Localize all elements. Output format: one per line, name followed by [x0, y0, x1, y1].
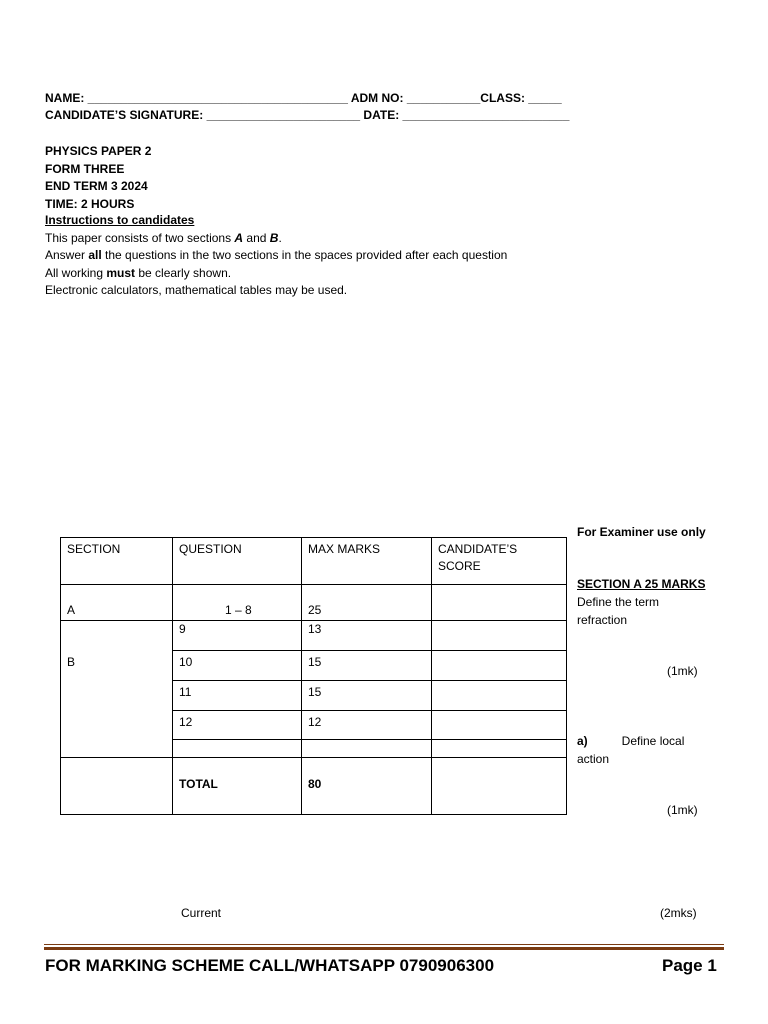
- footer-rule-thin: [44, 944, 724, 945]
- score-cell[interactable]: [432, 585, 567, 621]
- question-3-marks: (2mks): [660, 906, 697, 920]
- date-label: DATE:: [363, 108, 400, 122]
- header-signature-line: [45, 108, 569, 122]
- instruction-line-1: [45, 230, 507, 248]
- question-2: [577, 733, 684, 768]
- total-score-cell[interactable]: [432, 758, 567, 815]
- table-total-row: [61, 758, 567, 815]
- instruction-text: and: [243, 230, 270, 245]
- empty-cell: [173, 740, 302, 758]
- header-section: SECTION: [61, 538, 173, 585]
- header-name-line: [45, 91, 562, 105]
- current-label: Current: [181, 906, 222, 920]
- paper-meta: [45, 143, 151, 213]
- class-label: CLASS:: [480, 91, 525, 105]
- examiner-note: For Examiner use only: [577, 525, 706, 539]
- instruction-line-3: [45, 265, 507, 283]
- question-cell: 10: [173, 651, 302, 681]
- question-2-marks: (1mk): [667, 803, 698, 817]
- instruction-text: This paper consists of two sections: [45, 230, 235, 245]
- question-2-text-continued: action: [577, 751, 610, 766]
- question-1-text: Define the term refraction: [577, 595, 660, 627]
- instruction-text: Answer: [45, 248, 89, 262]
- empty-cell: [61, 758, 173, 815]
- section-a-ref: A: [234, 230, 244, 245]
- adm-label: ADM NO:: [350, 91, 404, 105]
- name-blank[interactable]: _______________________________________: [87, 91, 348, 105]
- score-cell[interactable]: [432, 740, 567, 758]
- instruction-text: be clearly shown.: [135, 265, 232, 280]
- question-2-label: a): [577, 734, 588, 748]
- marks-cell: 15: [302, 681, 432, 711]
- paper-subject: PHYSICS PAPER 2: [45, 144, 152, 158]
- table-row: [61, 621, 567, 651]
- instruction-emphasis: all: [88, 248, 102, 262]
- question-cell: 1 – 8: [173, 585, 302, 621]
- score-cell[interactable]: [432, 621, 567, 651]
- total-marks: 80: [302, 758, 432, 815]
- header-question: QUESTION: [173, 538, 302, 585]
- question-cell: 12: [173, 711, 302, 740]
- paper-term: END TERM 3 2024: [45, 179, 148, 193]
- instruction-line-2: [45, 247, 507, 265]
- empty-cell: [302, 740, 432, 758]
- footer-rule-thick: [44, 947, 724, 950]
- instruction-line-4: Electronic calculators, mathematical tables may be used.: [45, 283, 348, 297]
- paper-form: FORM THREE: [45, 161, 125, 176]
- section-b-ref: B: [269, 230, 279, 245]
- instructions: [45, 212, 507, 300]
- score-cell[interactable]: [432, 711, 567, 740]
- instruction-text: .: [278, 230, 282, 245]
- score-cell[interactable]: [432, 681, 567, 711]
- score-cell[interactable]: [432, 651, 567, 681]
- table-header-row: [61, 538, 567, 585]
- page-number: Page 1: [662, 956, 717, 975]
- instruction-emphasis: must: [106, 265, 136, 280]
- instructions-heading: Instructions to candidates: [45, 213, 195, 227]
- adm-blank[interactable]: ___________: [406, 91, 481, 105]
- score-table: [60, 537, 567, 815]
- footer-marking-scheme: FOR MARKING SCHEME CALL/WHATSAPP 0790906300: [45, 956, 495, 975]
- name-label: NAME:: [45, 91, 85, 105]
- section-a-heading: SECTION A 25 MARKS: [577, 577, 706, 591]
- class-blank[interactable]: _____: [528, 91, 562, 105]
- question-1-marks: (1mk): [667, 664, 698, 678]
- question-cell: 9: [173, 621, 302, 651]
- question-cell: 11: [173, 681, 302, 711]
- marks-cell: 15: [302, 651, 432, 681]
- section-a-cell: A: [61, 585, 173, 621]
- header-candidate-score: CANDIDATE’S SCORE: [432, 538, 567, 585]
- table-row: [61, 585, 567, 621]
- paper-time: TIME: 2 HOURS: [45, 196, 135, 211]
- signature-blank[interactable]: _______________________: [206, 108, 361, 122]
- marks-cell: 13: [302, 621, 432, 651]
- date-blank[interactable]: _________________________: [402, 108, 570, 122]
- instruction-text: the questions in the two sections in the spaces provided after each question: [101, 248, 508, 262]
- marks-cell: 25: [302, 585, 432, 621]
- section-b-cell: B: [61, 621, 173, 758]
- total-label: TOTAL: [173, 758, 302, 815]
- marks-cell: 12: [302, 711, 432, 740]
- header-max-marks: MAX MARKS: [302, 538, 432, 585]
- instruction-text: All working: [45, 265, 107, 280]
- signature-label: CANDIDATE’S SIGNATURE:: [45, 108, 204, 122]
- question-2-text: Define local: [621, 734, 685, 748]
